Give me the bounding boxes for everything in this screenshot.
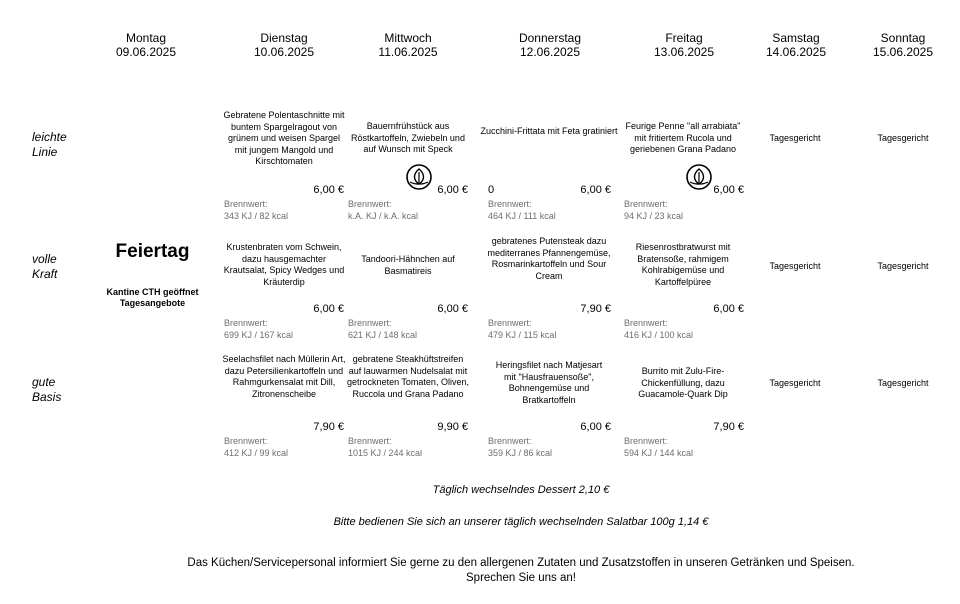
dish-price: 6,00 € xyxy=(313,184,344,196)
dessert-note: Täglich wechselndes Dessert 2,10 € xyxy=(432,484,610,496)
energy-value xyxy=(488,436,552,459)
holiday-title: Feiertag xyxy=(115,241,190,262)
dish-price: 6,00 € xyxy=(313,303,344,315)
allergen-info xyxy=(0,556,960,586)
energy-label: Brennwert: xyxy=(488,318,532,328)
day-name: Mittwoch xyxy=(384,31,432,45)
dish-description: Riesenrostbratwurst mit Bratensoße, rahmigem Kohlrabigemüse und Kartoffelpüree xyxy=(635,242,731,287)
day-date: 11.06.2025 xyxy=(378,45,438,59)
dish-price: 6,00 € xyxy=(437,184,468,196)
category-line: Basis xyxy=(32,390,62,404)
energy-value xyxy=(488,318,556,341)
salad-bar-note: Bitte bedienen Sie sich an unserer täglich wechselnden Salatbar 100g 1,14 € xyxy=(333,516,709,528)
category-leichte-linie xyxy=(32,130,67,160)
energy-amount: 416 KJ / 100 kcal xyxy=(624,329,694,340)
energy-amount: 464 KJ / 111 kcal xyxy=(488,210,556,221)
day-date: 14.06.2025 xyxy=(765,45,827,59)
energy-label: Brennwert: xyxy=(348,199,392,209)
dish-price: 6,00 € xyxy=(713,303,744,315)
energy-amount: 359 KJ / 86 kcal xyxy=(488,447,553,458)
dish-price: 7,90 € xyxy=(713,421,744,433)
energy-label: Brennwert: xyxy=(624,318,668,328)
energy-label: Brennwert: xyxy=(624,436,668,446)
day-date: 13.06.2025 xyxy=(653,45,715,59)
category-line: gute xyxy=(32,375,56,389)
day-date: 10.06.2025 xyxy=(253,45,315,59)
energy-label: Brennwert: xyxy=(624,199,668,209)
dish-price: 9,90 € xyxy=(437,421,468,433)
dish-extra-value: 0 xyxy=(488,184,495,196)
day-name: Montag xyxy=(125,31,167,45)
energy-value xyxy=(224,199,288,222)
dish-price: 6,00 € xyxy=(580,421,611,433)
weekend-dish: Tagesgericht xyxy=(877,133,929,143)
energy-value xyxy=(348,199,418,222)
energy-amount: 1015 KJ / 244 kcal xyxy=(348,447,423,458)
day-name: Donnerstag xyxy=(518,31,582,45)
dish-price: 6,00 € xyxy=(580,184,611,196)
energy-value xyxy=(624,436,693,459)
day-name: Sonntag xyxy=(880,31,926,45)
day-header-monday xyxy=(86,31,206,59)
energy-label: Brennwert: xyxy=(224,436,268,446)
energy-value xyxy=(224,436,288,459)
day-name: Samstag xyxy=(772,31,820,45)
dish-description: Burrito mit Zulu-Fire-Chickenfüllung, dazu Guacamole-Quark Dip xyxy=(638,366,728,399)
energy-amount: 479 KJ / 115 kcal xyxy=(488,329,557,340)
category-line: Kraft xyxy=(32,267,58,281)
dish-description: Seelachsfilet nach Müllerin Art, dazu Petersilienkartoffeln und Rahmgurkensalat mit Dill, Zitronenscheibe xyxy=(222,354,346,399)
energy-amount: 94 KJ / 23 kcal xyxy=(624,210,684,221)
energy-amount: 594 KJ / 144 kcal xyxy=(624,447,694,458)
holiday-note-line: Kantine CTH geöffnet xyxy=(106,287,199,297)
energy-value xyxy=(348,436,422,459)
energy-amount: k.A. KJ / k.A. kcal xyxy=(348,210,419,221)
energy-label: Brennwert: xyxy=(224,199,268,209)
day-header-wednesday xyxy=(348,31,468,59)
energy-label: Brennwert: xyxy=(348,318,392,328)
category-gute-basis xyxy=(32,375,61,405)
allergen-line: Das Küchen/Servicepersonal informiert Sie gerne zu den allergenen Zutaten und Zusatzstoffen in unseren Getränken und Speisen. xyxy=(187,557,855,569)
dish-description: Gebratene Polentaschnitte mit buntem Spargelragout von grünem und weisen Spargel mit jungem Mangold und Kirschtomaten xyxy=(223,110,345,166)
day-header-saturday xyxy=(736,31,856,59)
day-header-thursday xyxy=(490,31,610,59)
dish-description: Bauernfrühstück aus Röstkartoffeln, Zwiebeln und auf Wunsch mit Speck xyxy=(351,121,465,154)
dish-price: 7,90 € xyxy=(580,303,611,315)
dish-description: Krustenbraten vom Schwein, dazu hausgemachter Krautsalat, Spicy Wedges und Kräuterdip xyxy=(223,242,345,287)
energy-label: Brennwert: xyxy=(488,199,532,209)
day-date: 12.06.2025 xyxy=(519,45,581,59)
holiday-note-line: Tagesangebote xyxy=(119,298,186,308)
weekend-dish: Tagesgericht xyxy=(769,261,821,271)
energy-label: Brennwert: xyxy=(348,436,392,446)
category-line: Linie xyxy=(32,145,58,159)
day-header-friday xyxy=(624,31,744,59)
energy-amount: 699 KJ / 167 kcal xyxy=(224,329,294,340)
energy-value xyxy=(488,199,556,222)
day-date: 15.06.2025 xyxy=(872,45,934,59)
dish-description: Feurige Penne "all arrabiata" mit fritiertem Rucola und geriebenen Grana Padano xyxy=(625,121,741,154)
energy-value xyxy=(624,199,683,222)
weekend-dish: Tagesgericht xyxy=(769,378,821,388)
energy-value xyxy=(224,318,293,341)
weekend-dish: Tagesgericht xyxy=(877,261,929,271)
dish-price: 7,90 € xyxy=(313,421,344,433)
day-header-tuesday xyxy=(224,31,344,59)
allergen-line: Sprechen Sie uns an! xyxy=(466,572,576,584)
dish-description: Heringsfilet nach Matjesart mit "Hausfrauensoße", Bohnengemüse und Bratkartoffeln xyxy=(495,360,603,405)
weekend-dish: Tagesgericht xyxy=(769,133,821,143)
holiday-note xyxy=(90,287,215,309)
dish-description: Zucchini-Frittata mit Feta gratiniert xyxy=(480,126,618,136)
day-name: Freitag xyxy=(665,31,703,45)
category-line: volle xyxy=(32,252,57,266)
dish-description: Tandoori-Hähnchen auf Basmatireis xyxy=(361,254,455,276)
day-header-sunday xyxy=(843,31,960,59)
category-line: leichte xyxy=(32,130,67,144)
day-name: Dienstag xyxy=(260,31,308,45)
energy-amount: 412 KJ / 99 kcal xyxy=(224,447,289,458)
energy-value xyxy=(624,318,693,341)
dish-price: 6,00 € xyxy=(437,303,468,315)
dish-description: gebratenes Putensteak dazu mediterranes Pfannengemüse, Rosmarinkartoffeln und Sour Cream xyxy=(487,236,611,281)
category-volle-kraft xyxy=(32,252,57,282)
energy-label: Brennwert: xyxy=(488,436,532,446)
energy-value xyxy=(348,318,417,341)
energy-label: Brennwert: xyxy=(224,318,268,328)
dish-description: gebratene Steakhüftstreifen auf lauwarmen Nudelsalat mit getrockneten Tomaten, Oliven, Ruccola und Grana Padano xyxy=(347,354,469,399)
day-date: 09.06.2025 xyxy=(115,45,177,59)
dish-price: 6,00 € xyxy=(713,184,744,196)
weekend-dish: Tagesgericht xyxy=(877,378,929,388)
energy-amount: 621 KJ / 148 kcal xyxy=(348,329,418,340)
energy-amount: 343 KJ / 82 kcal xyxy=(224,210,289,221)
